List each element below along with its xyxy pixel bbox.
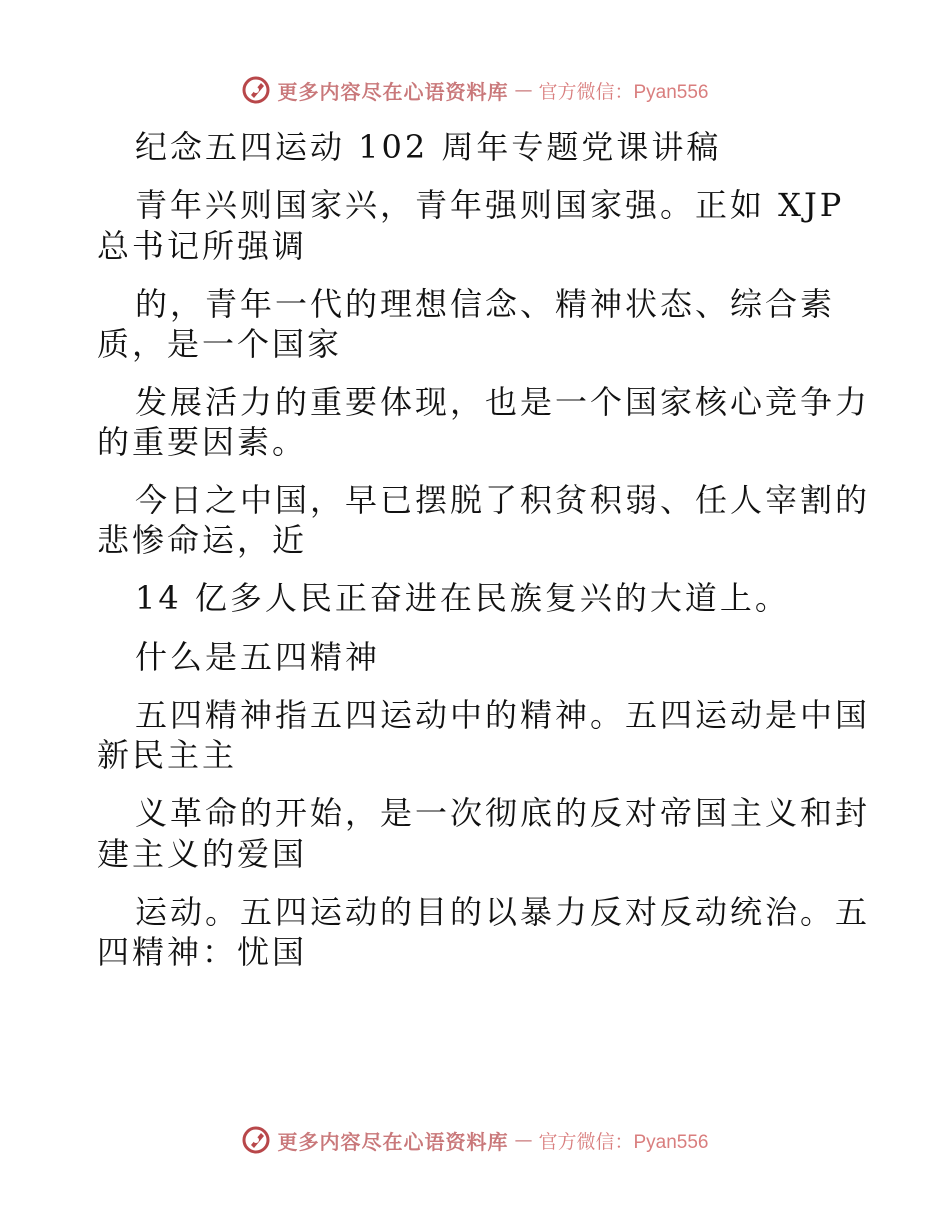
paragraph-line: 的，青年一代的理想信念、精神状态、综合素 — [135, 284, 836, 323]
document-title: 纪念五四运动 102 周年专题党课讲稿 — [135, 128, 722, 166]
header-banner-inner — [241, 75, 708, 105]
paragraph-line: 总书记所强调 — [97, 226, 308, 265]
header-banner-separator: — — [514, 79, 533, 101]
paragraph-line: 义革命的开始，是一次彻底的反对帝国主义和封 — [135, 794, 871, 833]
paragraph-line: 新民主主 — [97, 736, 238, 775]
footer-banner-text: 更多内容尽在心语资料库 — [277, 1129, 509, 1154]
document-body — [97, 118, 871, 981]
paragraph-line: 建主义的爱国 — [97, 834, 308, 873]
paragraph-line: 14 亿多人民正奋进在民族复兴的大道上。 — [135, 579, 790, 618]
header-banner — [0, 70, 950, 110]
paragraph-line: 青年兴则国家兴，青年强则国家强。正如 XJP — [135, 186, 845, 225]
paragraph-line: 的重要因素。 — [97, 423, 308, 462]
footer-banner-contact: 官方微信：Pyan556 — [538, 1131, 709, 1153]
section-heading: 什么是五四精神 — [135, 637, 381, 676]
pen-logo-icon — [241, 1125, 271, 1155]
footer-banner-inner — [241, 1125, 708, 1155]
paragraph-line: 悲惨命运，近 — [97, 521, 308, 560]
paragraph-line: 发展活力的重要体现，也是一个国家核心竞争力 — [135, 382, 871, 421]
header-banner-contact: 官方微信：Pyan556 — [538, 81, 709, 103]
paragraph-line: 五四精神指五四运动中的精神。五四运动是中国 — [135, 696, 871, 735]
header-banner-text: 更多内容尽在心语资料库 — [277, 79, 509, 104]
paragraph-line: 今日之中国，早已摆脱了积贫积弱、任人宰割的 — [135, 481, 871, 520]
paragraph-line: 四精神：忧国 — [97, 932, 308, 971]
paragraph-line: 运动。五四运动的目的以暴力反对反动统治。五 — [135, 892, 871, 931]
paragraph-line: 质，是一个国家 — [97, 324, 343, 363]
footer-banner-separator: — — [514, 1129, 533, 1151]
pen-logo-icon — [241, 75, 271, 105]
footer-banner — [0, 1120, 950, 1160]
